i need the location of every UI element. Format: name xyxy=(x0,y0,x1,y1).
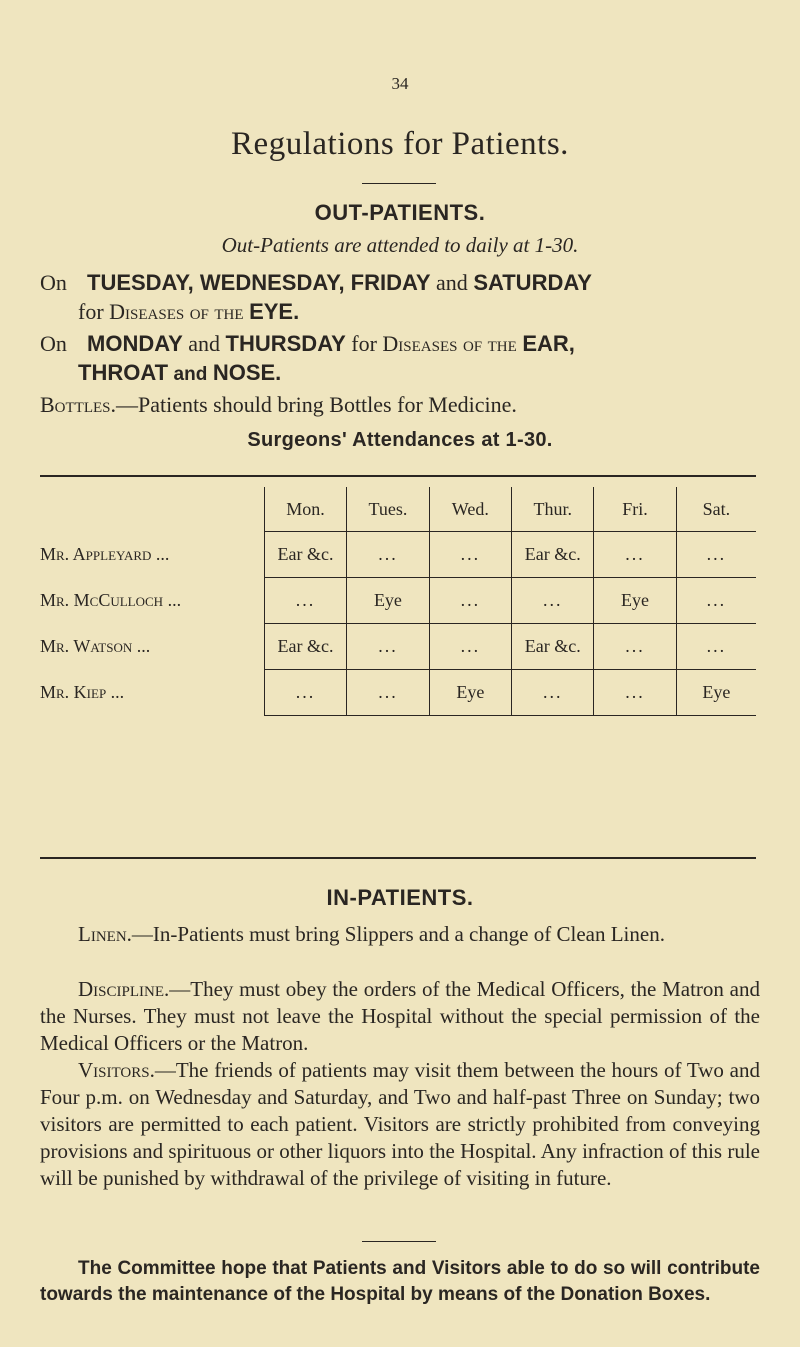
out-patients-subtitle: Out-Patients are attended to daily at 1-30. xyxy=(221,233,579,257)
table-cell: ... xyxy=(347,670,429,716)
schedule-organ: EAR, xyxy=(522,331,575,356)
visitors-text: —The friends of patients may visit them between the hours of Two and Four p.m. on Wednesday and Saturday, and Two and half-past Three on Sunday; two visitors are permitted to each patient. Visitors are strictly prohibited from conveying provisions and spirituous or other liquors into the Hospital. Any infraction of this rule will be punished by withdrawal of the privilege of visiting in future. xyxy=(40,1058,760,1190)
column-header: Fri. xyxy=(594,487,676,532)
visitors-paragraph xyxy=(40,1057,760,1192)
table-cell: ... xyxy=(429,578,511,624)
table-cell: Ear &c. xyxy=(512,532,594,578)
schedule-day-last: THURSDAY xyxy=(225,331,346,356)
schedule-organs-line xyxy=(78,358,281,389)
table-cell: ... xyxy=(429,624,511,670)
table-cell: Eye xyxy=(429,670,511,716)
surgeons-heading: Surgeons' Attendances at 1-30. xyxy=(247,429,553,451)
schedule-for: for xyxy=(78,299,104,324)
schedule-diseases: Diseases of the xyxy=(109,299,244,324)
schedule-organ: NOSE. xyxy=(212,360,282,385)
page-number: 34 xyxy=(391,74,409,93)
schedule-organ: THROAT xyxy=(78,360,169,385)
table-cell: Ear &c. xyxy=(264,532,346,578)
committee-note: The Committee hope that Patients and Visitors able to do so will contribute towards the maintenance of the Hospital by means of the Donation Boxes. xyxy=(40,1258,760,1305)
table-cell: Eye xyxy=(676,670,756,716)
surgeon-name: Mr. Kiep ... xyxy=(40,682,125,702)
surgeon-name: Mr. Appleyard ... xyxy=(40,544,170,564)
table-cell: ... xyxy=(264,578,346,624)
schedule-diseases: Diseases of the xyxy=(382,331,517,356)
schedule-days: MONDAY xyxy=(87,331,183,356)
schedule-on: On xyxy=(40,270,67,295)
page-title: Regulations for Patients. xyxy=(231,126,569,162)
divider xyxy=(362,1241,436,1242)
table-cell: Eye xyxy=(594,578,676,624)
bottles-label: Bottles. xyxy=(40,392,116,417)
table-cell: ... xyxy=(429,532,511,578)
table-cell: ... xyxy=(347,624,429,670)
column-header: Wed. xyxy=(429,487,511,532)
schedule-organ: EYE. xyxy=(249,299,300,324)
table-row xyxy=(40,578,756,624)
table-cell: ... xyxy=(512,578,594,624)
schedule-on: On xyxy=(40,331,67,356)
table-cell: Ear &c. xyxy=(264,624,346,670)
table-cell: ... xyxy=(594,670,676,716)
schedule-and: and xyxy=(173,364,208,385)
header-spacer xyxy=(40,487,264,532)
linen-label: Linen. xyxy=(78,922,132,946)
surgeon-name: Mr. McCulloch ... xyxy=(40,590,182,610)
schedule-diseases-line xyxy=(78,297,299,326)
bottles-paragraph xyxy=(40,392,517,418)
schedule-days: TUESDAY, WEDNESDAY, FRIDAY xyxy=(87,270,431,295)
linen-paragraph xyxy=(40,921,760,948)
discipline-paragraph xyxy=(40,976,760,1057)
column-header: Mon. xyxy=(264,487,346,532)
table-cell: ... xyxy=(676,578,756,624)
in-patients-heading: IN-PATIENTS. xyxy=(326,885,474,910)
table-top-rule xyxy=(40,475,756,477)
table-cell: ... xyxy=(594,624,676,670)
table-cell: ... xyxy=(676,624,756,670)
out-patients-heading: OUT-PATIENTS. xyxy=(314,200,486,225)
schedule-day-last: SATURDAY xyxy=(473,270,592,295)
divider xyxy=(362,183,436,184)
column-header: Tues. xyxy=(347,487,429,532)
schedule-and: and xyxy=(188,331,221,356)
table-cell: ... xyxy=(512,670,594,716)
visitors-label: Visitors. xyxy=(78,1058,155,1082)
table-row xyxy=(40,670,756,716)
table-cell: ... xyxy=(594,532,676,578)
table-bottom-rule xyxy=(40,857,756,859)
table-cell: ... xyxy=(347,532,429,578)
column-header: Sat. xyxy=(676,487,756,532)
table-cell: ... xyxy=(264,670,346,716)
table-header-row xyxy=(40,487,756,532)
schedule-and: and xyxy=(436,270,468,295)
table-cell: Ear &c. xyxy=(512,624,594,670)
table-row xyxy=(40,532,756,578)
schedule-days-line xyxy=(87,329,575,358)
schedule-for: for xyxy=(351,331,377,356)
schedule-days-line xyxy=(87,268,592,297)
linen-text: —In-Patients must bring Slippers and a change of Clean Linen. xyxy=(131,922,665,946)
discipline-label: Discipline. xyxy=(78,977,170,1001)
discipline-text: —They must obey the orders of the Medical Officers, the Matron and the Nurses. They must not leave the Hospital without the special permission of the Medical Officers or the Matron. xyxy=(40,977,760,1055)
surgeon-name: Mr. Watson ... xyxy=(40,636,151,656)
bottles-text: —Patients should bring Bottles for Medicine. xyxy=(116,392,517,417)
table-row xyxy=(40,624,756,670)
table-cell: Eye xyxy=(347,578,429,624)
table-cell: ... xyxy=(676,532,756,578)
column-header: Thur. xyxy=(512,487,594,532)
